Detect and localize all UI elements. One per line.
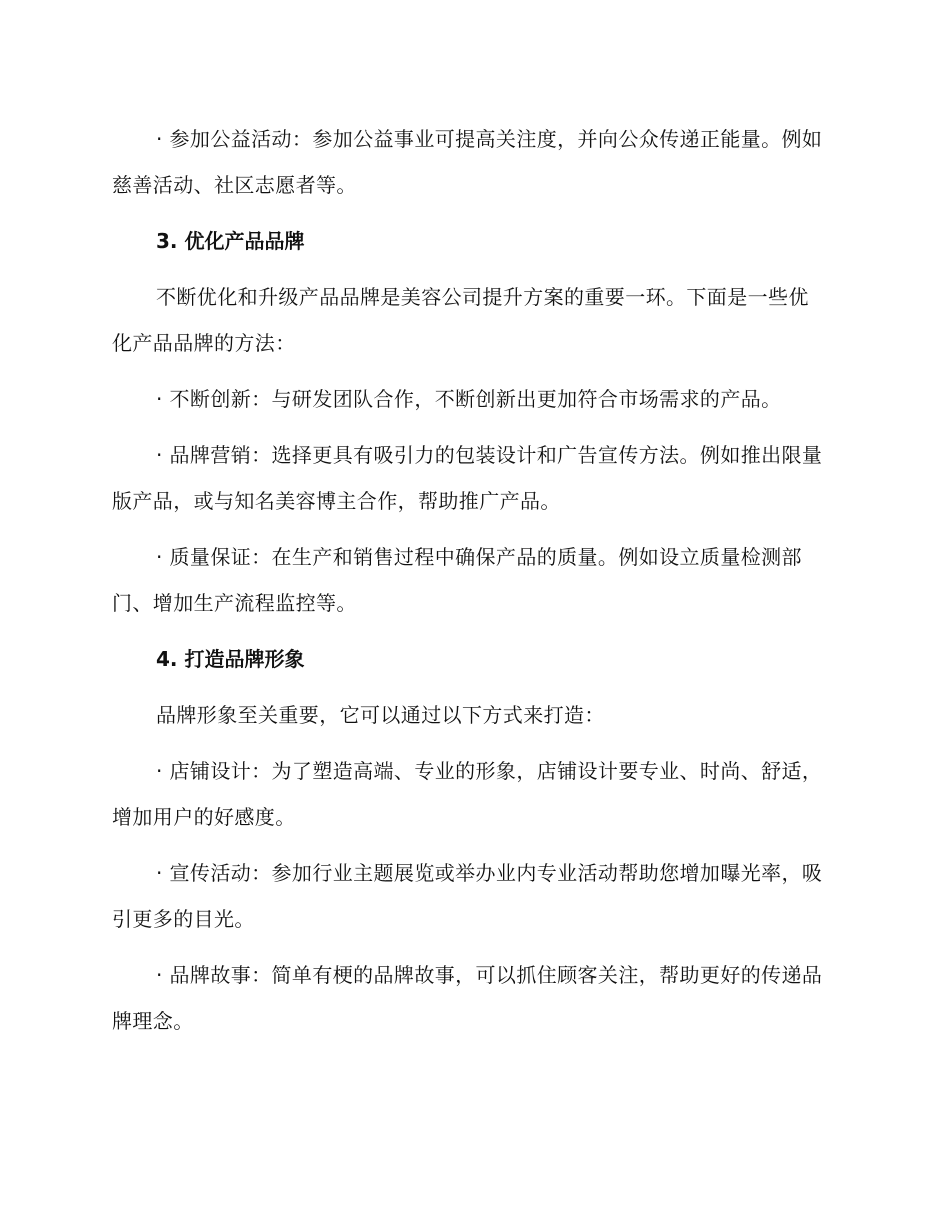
heading-brand-image: 4. 打造品牌形象 <box>156 647 305 671</box>
paragraph-store-design: · 店铺设计：为了塑造高端、专业的形象，店铺设计要专业、时尚、舒适，增加用户的好感度。 <box>112 759 823 829</box>
paragraph-optimize-intro: 不断优化和升级产品品牌是美容公司提升方案的重要一环。下面是一些优化产品品牌的方法： <box>112 285 809 355</box>
paragraph-brand-marketing: · 品牌营销：选择更具有吸引力的包装设计和广告宣传方法。例如推出限量版产品，或与知名美容博主合作，帮助推广产品。 <box>112 443 823 513</box>
paragraph-promotion: · 宣传活动：参加行业主题展览或举办业内专业活动帮助您增加曝光率，吸引更多的目光。 <box>112 861 823 931</box>
paragraph-public-welfare: · 参加公益活动：参加公益事业可提高关注度，并向公众传递正能量。例如慈善活动、社区志愿者等。 <box>112 127 823 197</box>
paragraph-innovation: · 不断创新：与研发团队合作，不断创新出更加符合市场需求的产品。 <box>156 387 782 411</box>
heading-optimize-brand: 3. 优化产品品牌 <box>156 229 305 253</box>
paragraph-brand-image-intro: 品牌形象至关重要，它可以通过以下方式来打造： <box>156 703 605 727</box>
paragraph-quality-assurance: · 质量保证：在生产和销售过程中确保产品的质量。例如设立质量检测部门、增加生产流程监控等。 <box>112 545 802 615</box>
paragraph-brand-story: · 品牌故事：简单有梗的品牌故事，可以抓住顾客关注，帮助更好的传递品牌理念。 <box>112 963 823 1033</box>
